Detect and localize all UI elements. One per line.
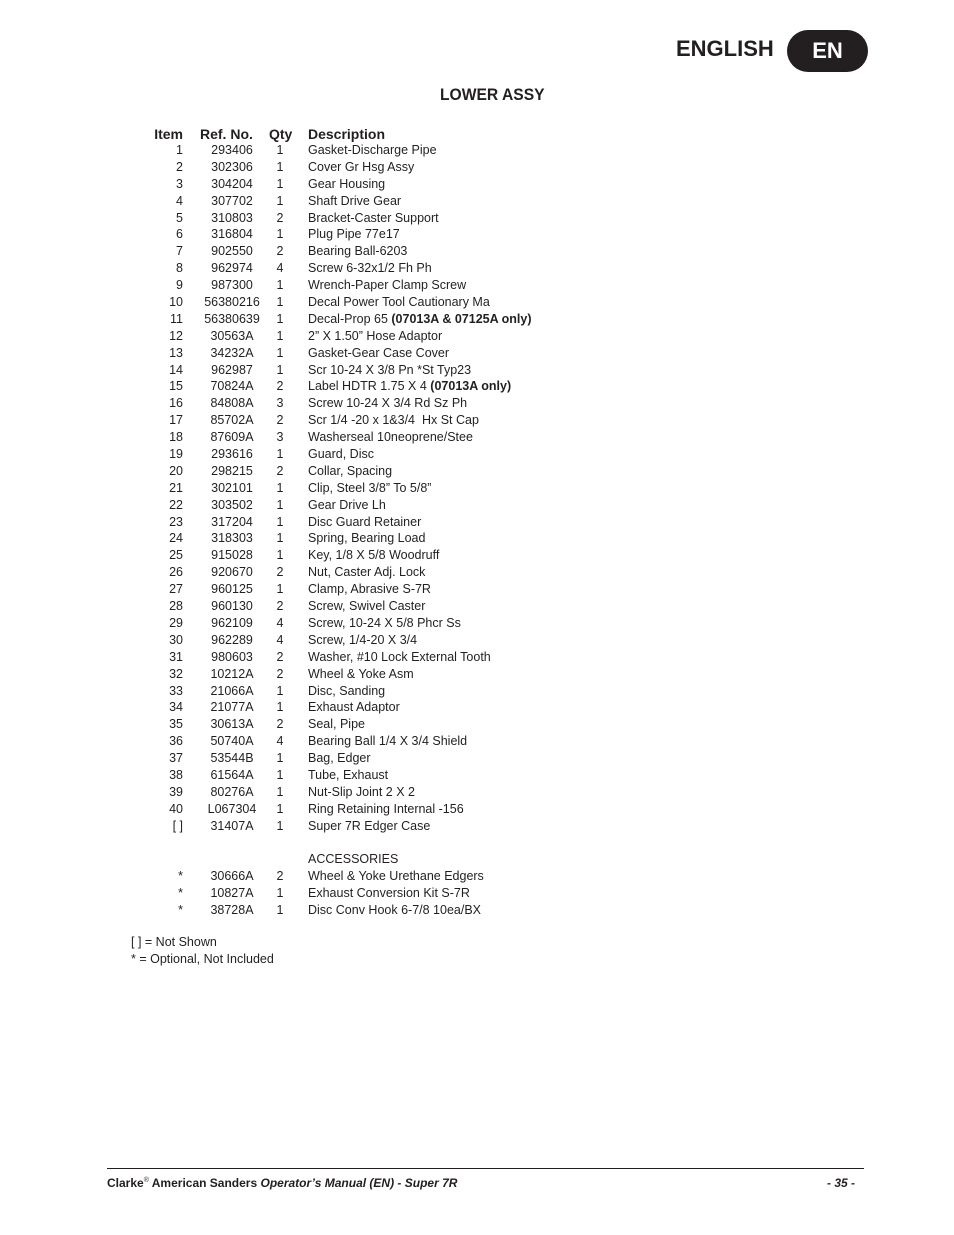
- table-row: [150, 818, 570, 835]
- description-text: Disc, Sanding: [308, 683, 386, 698]
- description-text: Guard, Disc: [308, 447, 374, 462]
- note-not-shown: [ ] = Not Shown: [131, 935, 217, 949]
- quantity: 4: [276, 632, 284, 647]
- item-number: 38: [169, 767, 183, 782]
- quantity: 1: [276, 818, 284, 833]
- quantity: 4: [276, 261, 284, 276]
- description: [308, 193, 401, 210]
- footer-brand: Clarke: [107, 1176, 144, 1190]
- table-row: [150, 733, 570, 750]
- description-text: Shaft Drive Gear: [308, 193, 402, 208]
- quantity: 2: [276, 210, 284, 225]
- description: [308, 733, 467, 750]
- item-marker: *: [178, 886, 183, 901]
- quantity: 1: [276, 700, 284, 715]
- description-text: Super 7R Edger Case: [308, 818, 431, 833]
- accessory-row: [150, 868, 570, 885]
- table-row: [150, 767, 570, 784]
- table-row: [150, 159, 570, 176]
- item-number: 21: [169, 480, 183, 495]
- item-marker: *: [178, 869, 183, 884]
- table-row: [150, 193, 570, 210]
- table-row: [150, 615, 570, 632]
- table-row: [150, 784, 570, 801]
- quantity: 2: [276, 565, 284, 580]
- description-text: Spring, Bearing Load: [308, 531, 426, 546]
- ref-number: 302101: [211, 480, 253, 495]
- description-text: Wrench-Paper Clamp Screw: [308, 278, 467, 293]
- description: [308, 176, 385, 193]
- description: [308, 716, 365, 733]
- quantity: 1: [276, 903, 284, 918]
- item-number: 34: [169, 700, 183, 715]
- quantity: 2: [276, 379, 284, 394]
- quantity: 1: [276, 886, 284, 901]
- item-number: 8: [176, 261, 183, 276]
- footer-divider: [107, 1168, 864, 1169]
- ref-number: 298215: [211, 463, 253, 478]
- item-number: 17: [169, 413, 183, 428]
- ref-number: 962109: [211, 615, 253, 630]
- quantity: 1: [276, 176, 284, 191]
- item-number: 29: [169, 615, 183, 630]
- description-text: Ring Retaining Internal -156: [308, 801, 464, 816]
- table-row: [150, 750, 570, 767]
- table-row: [150, 294, 570, 311]
- ref-number: 56380639: [204, 311, 260, 326]
- description: Wheel & Yoke Urethane Edgers: [308, 869, 484, 884]
- ref-number: 31407A: [210, 818, 254, 833]
- quantity: 1: [276, 784, 284, 799]
- description-text: Clip, Steel 3/8” To 5/8”: [308, 480, 432, 495]
- quantity: 2: [276, 244, 284, 259]
- description-text: Nut, Caster Adj. Lock: [308, 565, 426, 580]
- description-text: Screw 6-32x1/2 Fh Ph: [308, 261, 432, 276]
- item-number: 3: [176, 176, 183, 191]
- description-text: Gasket-Discharge Pipe: [308, 143, 437, 157]
- quantity: 1: [276, 751, 284, 766]
- table-row: [150, 142, 570, 159]
- item-number: 35: [169, 717, 183, 732]
- table-row: [150, 530, 570, 547]
- item-number: 4: [176, 193, 183, 208]
- table-row: [150, 564, 570, 581]
- item-number: 18: [169, 430, 183, 445]
- quantity: 2: [276, 649, 284, 664]
- table-row: [150, 463, 570, 480]
- description-text: Bearing Ball-6203: [308, 244, 408, 259]
- ref-number: 307702: [211, 193, 253, 208]
- table-row: [150, 446, 570, 463]
- description: [308, 243, 407, 260]
- table-row: [150, 345, 570, 362]
- ref-number: 30666A: [210, 869, 254, 884]
- column-header-description: Description: [308, 126, 386, 142]
- item-number: 32: [169, 666, 183, 681]
- ref-number: 293616: [211, 447, 253, 462]
- column-header-qty: Qty: [269, 126, 293, 142]
- description-text: Decal-Prop 65: [308, 311, 392, 326]
- description: [308, 429, 473, 446]
- item-number: 14: [169, 362, 183, 377]
- description-text: Gear Drive Lh: [308, 497, 386, 512]
- description-text: Cover Gr Hsg Assy: [308, 159, 415, 174]
- item-number: 40: [169, 801, 183, 816]
- description: [308, 362, 471, 379]
- section-title: LOWER ASSY: [440, 85, 545, 104]
- column-header-ref-no: Ref. No.: [200, 126, 253, 142]
- quantity: 2: [276, 463, 284, 478]
- description: [308, 446, 374, 463]
- description: [308, 767, 388, 784]
- description: [308, 226, 400, 243]
- description: [308, 666, 414, 683]
- description: [308, 683, 385, 700]
- description-text: Screw 10-24 X 3/4 Rd Sz Ph: [308, 396, 468, 411]
- ref-number: 10827A: [210, 886, 254, 901]
- quantity: 2: [276, 869, 284, 884]
- ref-number: 310803: [211, 210, 253, 225]
- ref-number: 960125: [211, 582, 253, 597]
- item-number: 22: [169, 497, 183, 512]
- item-number: 2: [176, 159, 183, 174]
- table-row: [150, 514, 570, 531]
- description-text: Decal Power Tool Cautionary Ma: [308, 295, 490, 310]
- ref-number: 962974: [211, 261, 253, 276]
- item-number: 13: [169, 345, 183, 360]
- item-number: 37: [169, 751, 183, 766]
- quantity: 1: [276, 143, 284, 157]
- table-row: [150, 328, 570, 345]
- description-text: Clamp, Abrasive S-7R: [308, 582, 431, 597]
- description: [308, 530, 425, 547]
- description: [308, 463, 392, 480]
- table-row: [150, 598, 570, 615]
- item-number: 7: [176, 244, 183, 259]
- item-number: 27: [169, 582, 183, 597]
- description-text: Gear Housing: [308, 176, 386, 191]
- ref-number: 30613A: [210, 717, 254, 732]
- description-text: Key, 1/8 X 5/8 Woodruff: [308, 548, 440, 563]
- description: [308, 615, 461, 632]
- description-text: Bearing Ball 1/4 X 3/4 Shield: [308, 734, 468, 749]
- ref-number: 902550: [211, 244, 253, 259]
- item-number: 12: [169, 328, 183, 343]
- description: [308, 345, 449, 362]
- ref-number: 962987: [211, 362, 253, 377]
- accessories-heading-row: [150, 851, 570, 868]
- quantity: 1: [276, 480, 284, 495]
- description-note: (07013A & 07125A only): [391, 311, 532, 326]
- ref-number: 87609A: [210, 430, 254, 445]
- description-text: Bag, Edger: [308, 751, 371, 766]
- ref-number: L067304: [207, 801, 257, 816]
- item-number: 28: [169, 599, 183, 614]
- ref-number: 56380216: [204, 295, 260, 310]
- ref-number: 85702A: [210, 413, 254, 428]
- quantity: 1: [276, 159, 284, 174]
- ref-number: 21077A: [210, 700, 254, 715]
- quantity: 2: [276, 666, 284, 681]
- description-text: Label HDTR 1.75 X 4: [308, 379, 431, 394]
- quantity: 1: [276, 683, 284, 698]
- ref-number: 920670: [211, 565, 253, 580]
- footer-manual-title: Operator’s Manual (EN) - Super 7R: [260, 1176, 458, 1190]
- ref-number: 50740A: [210, 734, 254, 749]
- item-number: 11: [170, 311, 183, 326]
- table-row: [150, 395, 570, 412]
- description: [308, 311, 532, 328]
- description: [308, 784, 415, 801]
- ref-number: 84808A: [210, 396, 254, 411]
- table-row: [150, 378, 570, 395]
- ref-number: 987300: [211, 278, 253, 293]
- table-row: [150, 699, 570, 716]
- ref-number: 960130: [211, 599, 253, 614]
- item-number: 26: [169, 565, 183, 580]
- description: [308, 412, 479, 429]
- spacer: [150, 835, 570, 852]
- item-number: 31: [169, 649, 183, 664]
- description: [308, 632, 417, 649]
- description-text: Screw, 10-24 X 5/8 Phcr Ss: [308, 615, 461, 630]
- table-row: [150, 480, 570, 497]
- accessory-row: [150, 885, 570, 902]
- table-row: [150, 362, 570, 379]
- quantity: 1: [276, 311, 284, 326]
- accessory-row: [150, 902, 570, 919]
- quantity: 3: [276, 396, 284, 411]
- description: [308, 210, 439, 227]
- description-text: Scr 10-24 X 3/8 Pn *St Typ23: [308, 362, 472, 377]
- quantity: 1: [276, 328, 284, 343]
- quantity: 1: [276, 582, 284, 597]
- quantity: 1: [276, 295, 284, 310]
- item-number: 39: [169, 784, 183, 799]
- description-text: Washer, #10 Lock External Tooth: [308, 649, 491, 664]
- description-text: Wheel & Yoke Asm: [308, 666, 414, 681]
- quantity: 4: [276, 734, 284, 749]
- item-number: 19: [169, 447, 183, 462]
- description: [308, 294, 490, 311]
- description: [308, 581, 431, 598]
- quantity: 1: [276, 193, 284, 208]
- quantity: 1: [276, 531, 284, 546]
- table-row: [150, 801, 570, 818]
- table-row: [150, 547, 570, 564]
- item-number: 6: [176, 227, 183, 242]
- footer-company: American Sanders: [148, 1176, 261, 1190]
- ref-number: 293406: [211, 143, 253, 157]
- description: [308, 750, 371, 767]
- note-optional: * = Optional, Not Included: [131, 952, 274, 966]
- description: [308, 328, 442, 345]
- description: [308, 598, 425, 615]
- description-note: (07013A only): [430, 379, 512, 394]
- description: [308, 159, 414, 176]
- ref-number: 962289: [211, 632, 253, 647]
- quantity: 1: [276, 801, 284, 816]
- ref-number: 317204: [211, 514, 253, 529]
- item-number: 36: [169, 734, 183, 749]
- table-row: [150, 260, 570, 277]
- table-row: [150, 429, 570, 446]
- item-number: 1: [176, 143, 183, 157]
- description-text: Nut-Slip Joint 2 X 2: [308, 784, 415, 799]
- table-row: [150, 311, 570, 328]
- description-text: Disc Guard Retainer: [308, 514, 422, 529]
- description-text: Tube, Exhaust: [308, 767, 389, 782]
- description-text: Washerseal 10neoprene/Stee: [308, 430, 473, 445]
- ref-number: 61564A: [210, 767, 254, 782]
- legend-notes: [131, 934, 274, 968]
- quantity: 1: [276, 447, 284, 462]
- ref-number: 70824A: [210, 379, 254, 394]
- description: [308, 260, 432, 277]
- quantity: 2: [276, 599, 284, 614]
- table-row: [150, 716, 570, 733]
- table-row: [150, 649, 570, 666]
- description-text: Screw, Swivel Caster: [308, 599, 426, 614]
- table-row: [150, 666, 570, 683]
- quantity: 1: [276, 548, 284, 563]
- description: [308, 480, 431, 497]
- parts-table: [150, 125, 570, 919]
- ref-number: 318303: [211, 531, 253, 546]
- quantity: 3: [276, 430, 284, 445]
- description-text: Gasket-Gear Case Cover: [308, 345, 450, 360]
- item-number: 9: [176, 278, 183, 293]
- description: [308, 564, 425, 581]
- quantity: 4: [276, 615, 284, 630]
- quantity: 1: [276, 227, 284, 242]
- ref-number: 53544B: [210, 751, 254, 766]
- item-number: 24: [169, 531, 183, 546]
- ref-number: 21066A: [210, 683, 254, 698]
- item-number: 33: [169, 683, 183, 698]
- table-header-row: [150, 125, 570, 143]
- description-text: Bracket-Caster Support: [308, 210, 439, 225]
- ref-number: 304204: [211, 176, 253, 191]
- ref-number: 10212A: [210, 666, 254, 681]
- description: Exhaust Conversion Kit S-7R: [308, 886, 470, 901]
- language-label: ENGLISH: [676, 36, 774, 61]
- item-number: 10: [169, 295, 183, 310]
- table-row: [150, 497, 570, 514]
- description-text: Screw, 1/4-20 X 3/4: [308, 632, 418, 647]
- item-marker: *: [178, 903, 183, 918]
- item-number: 5: [176, 210, 183, 225]
- quantity: 2: [276, 413, 284, 428]
- item-number: 15: [169, 379, 183, 394]
- quantity: 2: [276, 717, 284, 732]
- ref-number: 303502: [211, 497, 253, 512]
- table-row: [150, 210, 570, 227]
- table-row: [150, 632, 570, 649]
- description: [308, 514, 421, 531]
- quantity: 1: [276, 362, 284, 377]
- quantity: 1: [276, 345, 284, 360]
- quantity: 1: [276, 767, 284, 782]
- description: [308, 378, 511, 395]
- registered-mark: ®: [143, 1177, 149, 1184]
- table-row: [150, 277, 570, 294]
- description: [308, 395, 467, 412]
- table-row: [150, 226, 570, 243]
- item-number: 30: [169, 632, 183, 647]
- description: [308, 818, 430, 835]
- description-text: Scr 1/4 -20 x 1&3/4 Hx St Cap: [308, 413, 479, 428]
- page-number: - 35 -: [826, 1176, 855, 1190]
- table-row: [150, 176, 570, 193]
- table-row: [150, 243, 570, 260]
- item-number: [ ]: [172, 818, 183, 833]
- ref-number: 80276A: [210, 784, 254, 799]
- ref-number: 38728A: [210, 903, 254, 918]
- description: [308, 801, 464, 818]
- item-number: 25: [169, 548, 183, 563]
- ref-number: 30563A: [210, 328, 254, 343]
- item-number: 16: [169, 396, 183, 411]
- quantity: 1: [276, 497, 284, 512]
- description-text: Collar, Spacing: [308, 463, 393, 478]
- ref-number: 980603: [211, 649, 253, 664]
- table-row: [150, 683, 570, 700]
- description: [308, 277, 466, 294]
- column-header-item: Item: [154, 126, 183, 142]
- ref-number: 302306: [211, 159, 253, 174]
- description-text: Exhaust Adaptor: [308, 700, 400, 715]
- item-number: 23: [169, 514, 183, 529]
- description-text: Plug Pipe 77e17: [308, 227, 400, 242]
- quantity: 1: [276, 278, 284, 293]
- description-text: Seal, Pipe: [308, 717, 365, 732]
- description: [308, 649, 491, 666]
- language-badge: EN: [787, 30, 868, 72]
- ref-number: 34232A: [210, 345, 254, 360]
- ref-number: 915028: [211, 548, 253, 563]
- description: [308, 142, 437, 159]
- description: [308, 699, 400, 716]
- quantity: 1: [276, 514, 284, 529]
- ref-number: 316804: [211, 227, 253, 242]
- item-number: 20: [169, 463, 183, 478]
- description-text: 2” X 1.50” Hose Adaptor: [308, 328, 443, 343]
- description: [308, 497, 386, 514]
- table-row: [150, 412, 570, 429]
- description: Disc Conv Hook 6-7/8 10ea/BX: [308, 903, 482, 918]
- page-footer: [107, 1176, 855, 1190]
- description: [308, 547, 439, 564]
- accessories-heading: ACCESSORIES: [308, 852, 399, 867]
- table-row: [150, 581, 570, 598]
